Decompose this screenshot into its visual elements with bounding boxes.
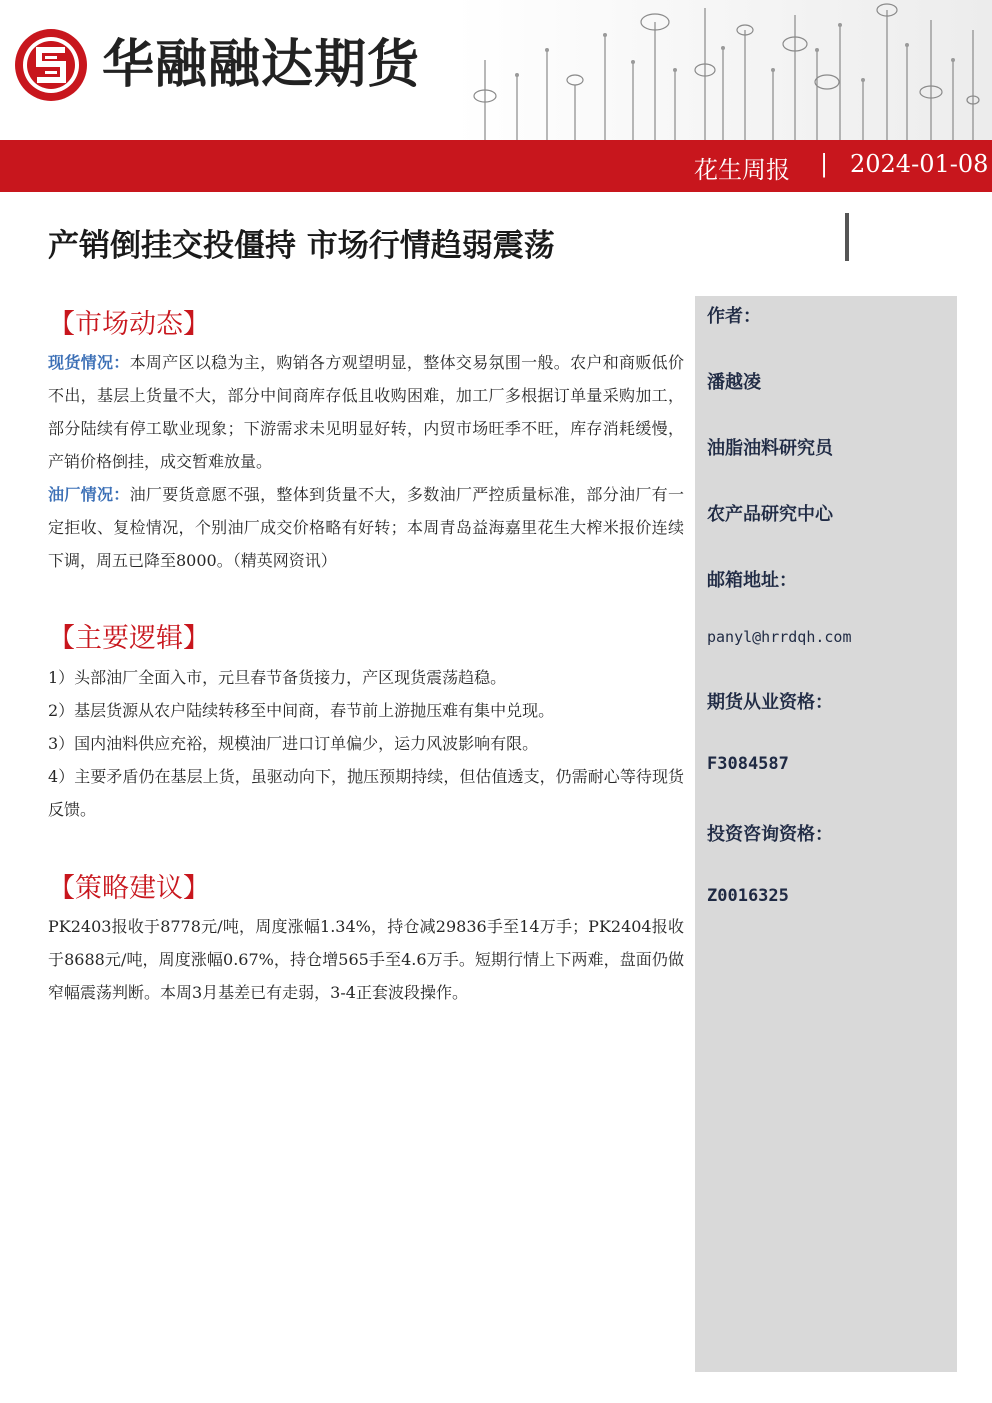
logic-item: 2）基层货源从农户陆续转移至中间商，春节前上游抛压难有集中兑现。	[48, 701, 555, 720]
strategy-text: PK2403报收于8778元/吨，周度涨幅1.34%，持仓减29836手至14万手；PK2404报收于8688元/吨，周度涨幅0.67%，持仓增565手至4.6万手。短期行情上下两难，盘面仍做窄幅震荡判断。本周3月基差已有走弱，3-4正套波段操作。	[48, 917, 684, 1002]
futures-qualification-label: 期货从业资格：	[707, 692, 833, 713]
spot-text: 本周产区以稳为主，购销各方观望明显，整体交易氛围一般。农户和商贩低价不出，基层上货量不大，部分中间商库存低且收购困难，加工厂多根据订单量采购加工，部分陆续有停工歇业现象；下游需求未见明显好转，内贸市场旺季不旺，库存消耗缓慢，产销价格倒挂，成交暂难放量。	[48, 353, 684, 471]
report-date: 2024-01-08	[850, 150, 989, 178]
oil-lead: 油厂情况：	[48, 485, 130, 504]
market-paragraphs	[48, 346, 684, 577]
title-divider	[845, 213, 849, 261]
consult-qualification-number: Z0016325	[707, 886, 789, 906]
spot-lead: 现货情况：	[48, 353, 130, 372]
page-title: 产销倒挂交投僵持 市场行情趋弱震荡	[48, 228, 555, 264]
brand-name: 华融融达期货	[102, 35, 421, 95]
section-title-market: 【市场动态】	[48, 309, 210, 340]
logic-item: 4）主要矛盾仍在基层上货，虽驱动向下，抛压预期持续，但估值透支，仍需耐心等待现货反馈。	[48, 767, 684, 819]
strategy-paragraph	[48, 910, 684, 1009]
report-type: 花生周报	[694, 156, 790, 184]
email-label: 邮箱地址：	[707, 570, 797, 591]
report-bar	[0, 140, 992, 192]
spot-paragraph	[48, 346, 684, 478]
header	[0, 0, 992, 140]
email-address[interactable]: panyl@hrrdqh.com	[707, 628, 852, 646]
author-label: 作者：	[707, 306, 761, 327]
consult-qualification-label: 投资咨询资格：	[707, 824, 833, 845]
logic-list	[48, 661, 684, 826]
brand-logo	[12, 26, 420, 104]
author-name: 潘越凌	[707, 372, 761, 393]
oil-text: 油厂要货意愿不强，整体到货量不大，多数油厂严控质量标准，部分油厂有一定拒收、复检情况，个别油厂成交价格略有好转；本周青岛益海嘉里花生大榨米报价连续下调，周五已降至8000。（精英网资讯）	[48, 485, 684, 570]
section-title-strategy: 【策略建议】	[48, 873, 210, 904]
section-title-logic: 【主要逻辑】	[48, 623, 210, 654]
author-role: 油脂油料研究员	[707, 438, 833, 459]
brand-logo-icon	[12, 26, 90, 104]
header-decoration	[455, 0, 992, 140]
author-sidebar	[695, 296, 957, 1372]
logic-item: 1）头部油厂全面入市，元旦春节备货接力，产区现货震荡趋稳。	[48, 668, 507, 687]
report-separator: |	[820, 150, 829, 178]
oil-mill-paragraph	[48, 478, 684, 577]
futures-qualification-number: F3084587	[707, 754, 789, 774]
logic-item: 3）国内油料供应充裕，规模油厂进口订单偏少，运力风波影响有限。	[48, 734, 539, 753]
department: 农产品研究中心	[707, 504, 833, 525]
